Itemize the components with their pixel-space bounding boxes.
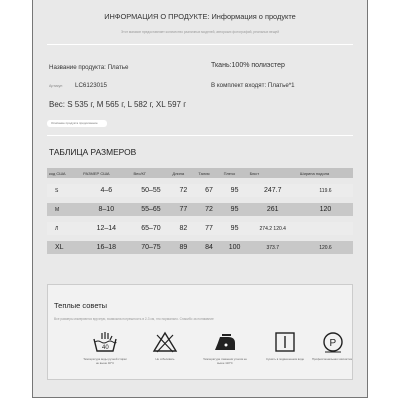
care-tips-panel [47, 284, 353, 380]
table-row [47, 241, 353, 254]
line-dry-icon [272, 331, 298, 353]
product-info-card [32, 0, 368, 398]
table-cell: 84 [196, 241, 221, 254]
size-table-header [47, 168, 353, 178]
product-fabric: Ткань:100% полиэстер [211, 62, 285, 69]
svg-text:P: P [329, 338, 337, 349]
header-cell: Вес/КГ [132, 168, 171, 178]
table-cell: 120.6 [298, 241, 353, 254]
dry-clean-icon [320, 331, 346, 353]
table-cell: 77 [170, 203, 196, 216]
low-iron-icon [212, 331, 238, 353]
size-table-title: ТАБЛИЦА РАЗМЕРОВ [49, 147, 137, 157]
table-cell: 261 [248, 203, 298, 216]
header-cell: Длина [170, 168, 196, 178]
table-cell: 67 [196, 184, 221, 197]
header-cell: Талия [196, 168, 221, 178]
table-cell: 16–18 [81, 241, 131, 254]
header-cell: Плечо [222, 168, 248, 178]
table-cell: 72 [170, 184, 196, 197]
product-name: Название продукта: Платье [49, 64, 129, 71]
no-bleach-icon [152, 331, 178, 353]
header-cell: Ширина подола [298, 168, 353, 178]
svg-text:40: 40 [102, 345, 109, 351]
table-row [47, 203, 353, 216]
hand-wash-icon [92, 331, 118, 353]
tips-title: Теплые советы [54, 301, 108, 310]
table-row [47, 222, 353, 235]
product-weight: Вес: S 535 г, M 565 г, L 582 г, XL 597 г [49, 100, 187, 109]
divider [47, 44, 353, 45]
table-cell: 4–6 [81, 184, 131, 197]
table-cell: 119.6 [298, 184, 353, 197]
table-cell: 55–65 [132, 203, 171, 216]
icon-label: Не отбеливать [155, 357, 175, 361]
table-row [47, 184, 353, 197]
product-note: Описание продукта продолжение [47, 120, 107, 127]
table-cell: 65–70 [132, 222, 171, 235]
table-cell: 70–75 [132, 241, 171, 254]
icon-label: Сушить в подвешенном виде [265, 357, 305, 361]
page-title: ИНФОРМАЦИЯ О ПРОДУКТЕ: Информация о продукте [104, 12, 296, 21]
table-cell: 247.7 [248, 184, 298, 197]
tips-text: Все размеры измеряются вручную, возможна погрешность в 2-3 см, это нормально. Спасибо за понимание [54, 317, 214, 321]
table-cell: 8–10 [81, 203, 131, 216]
table-cell [298, 222, 353, 235]
header-cell: РАЗМЕР США [81, 168, 131, 178]
table-cell: S [47, 184, 81, 197]
product-set: В комплект входят: Платье*1 [211, 82, 295, 89]
table-cell: M [47, 203, 81, 216]
size-table [47, 162, 353, 260]
store-notice: Этот магазин предоставляет количество различных моделей, авторских фотографий, реальных вещей [120, 30, 280, 34]
table-cell: 373.7 [248, 241, 298, 254]
article-number: LC6123015 [75, 82, 107, 89]
table-cell: 274.2 120.4 [248, 222, 298, 235]
table-cell: 12–14 [81, 222, 131, 235]
table-cell: 120 [298, 203, 353, 216]
table-cell: 82 [170, 222, 196, 235]
icon-label: Температура воды ручной стирки не выше 40°C [83, 357, 127, 365]
table-cell: 95 [222, 222, 248, 235]
table-cell: 72 [196, 203, 221, 216]
table-cell: 89 [170, 241, 196, 254]
icon-label: Температура глажения утюгом не выше 110°C [203, 357, 247, 365]
header-cell: Бюст [248, 168, 298, 178]
table-cell: 95 [222, 184, 248, 197]
divider [47, 135, 353, 136]
table-cell: 95 [222, 203, 248, 216]
table-cell: XL [47, 241, 81, 254]
table-cell: 77 [196, 222, 221, 235]
header-cell: код США [47, 168, 81, 178]
table-cell: Л [47, 222, 81, 235]
icon-label: Профессиональная химчистка [312, 357, 352, 361]
table-cell: 100 [222, 241, 248, 254]
table-cell: 50–55 [132, 184, 171, 197]
article-label: Артикул [49, 84, 63, 88]
